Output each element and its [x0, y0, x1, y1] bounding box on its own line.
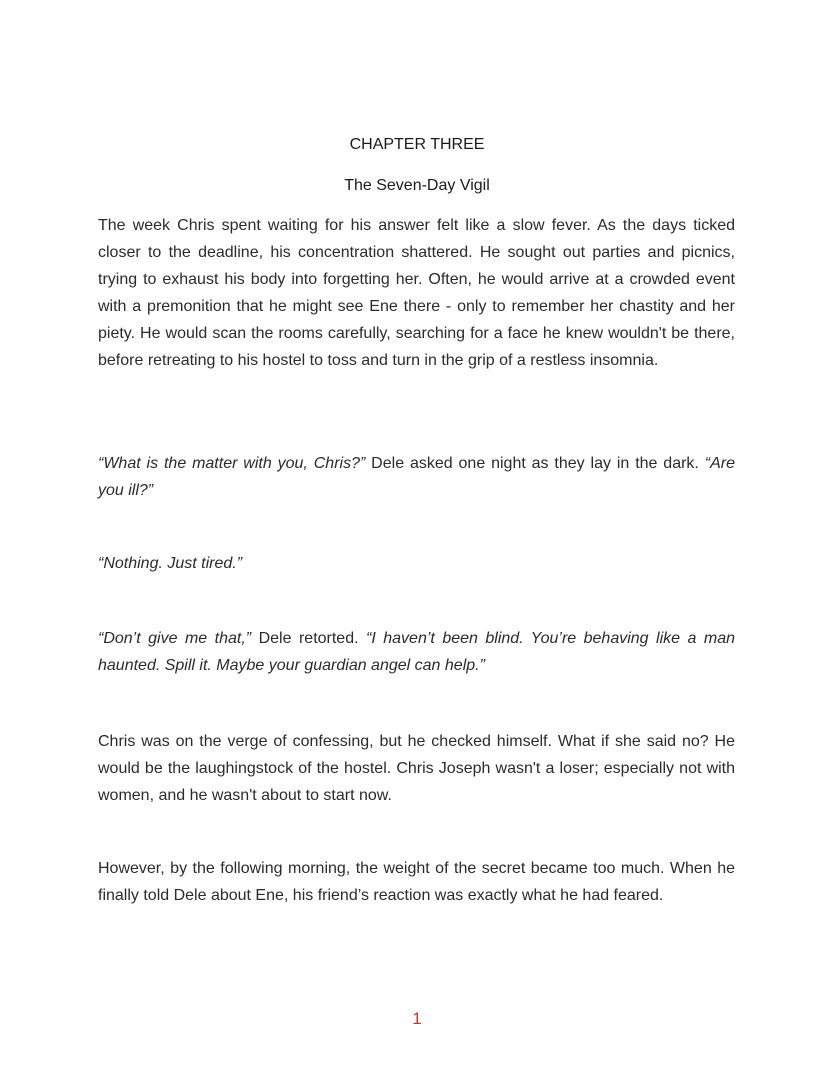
paragraph-6: However, by the following morning, the weight of the secret became too much. When he finally told Dele about Ene, his friend’s reaction was exactly what he had feared. — [98, 860, 735, 904]
chapter-title: The Seven-Day Vigil — [344, 177, 490, 194]
dialogue-quote: “I haven’t been blind. You’re behaving like a man haunted. Spill it. Maybe your guardian angel can help.” — [98, 630, 736, 674]
page-number: 1 — [412, 1009, 422, 1028]
dialogue-quote: “Are you ill?” — [98, 455, 735, 499]
dialogue-quote: “Nothing. Just tired.” — [98, 555, 243, 572]
chapter-heading: CHAPTER THREE — [349, 136, 485, 153]
narration-text: Dele retorted. — [251, 630, 367, 647]
dialogue-quote: “Don’t give me that,” — [98, 630, 252, 647]
paragraph-2 — [98, 450, 735, 504]
narration-text: Dele asked one night as they lay in the dark. — [365, 455, 699, 472]
paragraph-1: The week Chris spent waiting for his answer felt like a slow fever. As the days ticked closer to the deadline, his concentration shattered. He sought out parties and picnics, trying to exhaust his body into forgetting her. Often, he would arrive at a crowded event with a premonition that he might see Ene there - only to remember her chastity and her piety. He would scan the rooms carefully, searching for a face he knew wouldn't be there, before retreating to his hostel to toss and turn in the grip of a restless insomnia. — [98, 217, 735, 369]
paragraph-5: Chris was on the verge of confessing, but he checked himself. What if she said no? He would be the laughingstock of the hostel. Chris Joseph wasn't a loser; especially not with women, and he wasn't about to start now. — [98, 733, 735, 804]
paragraph-3 — [98, 550, 735, 577]
paragraph-4 — [98, 625, 735, 679]
dialogue-quote: “What is the matter with you, Chris?” — [98, 455, 366, 472]
